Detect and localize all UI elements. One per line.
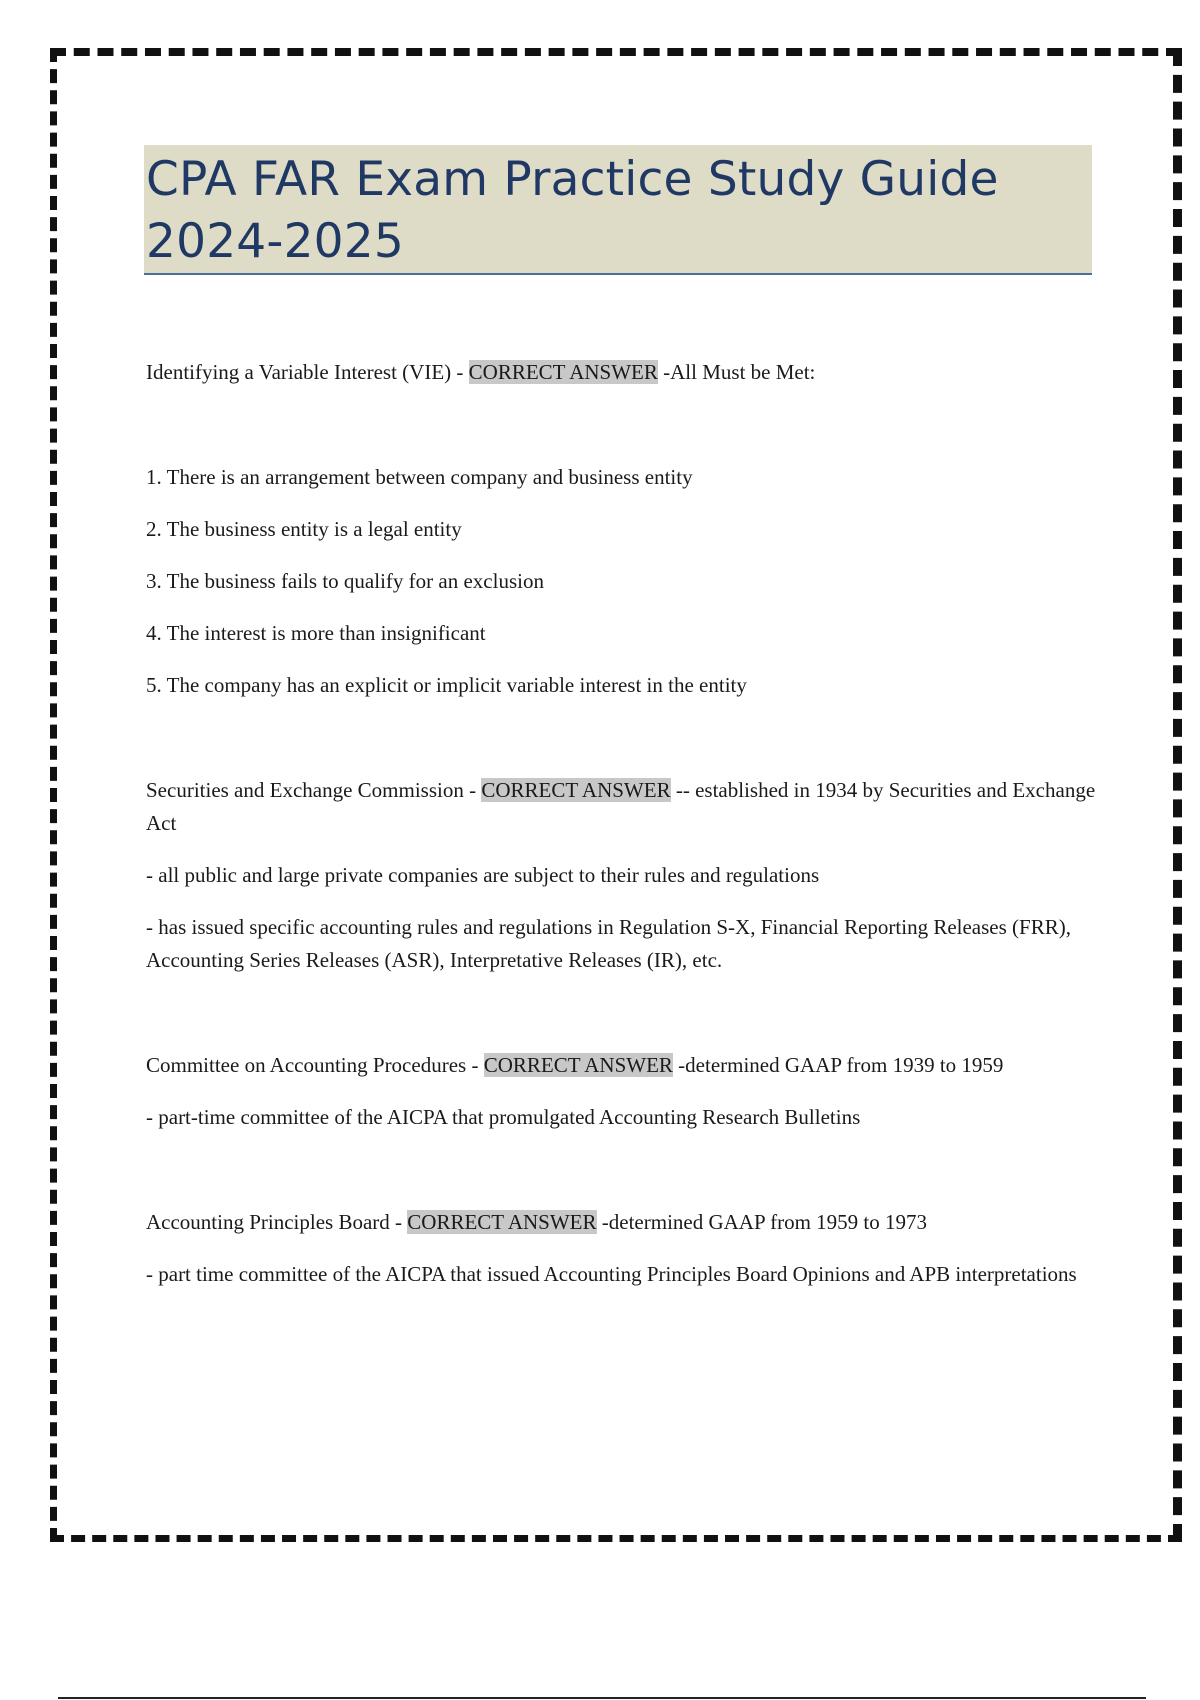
list-item: 1. There is an arrangement between company and business entity [146, 465, 693, 489]
answer-text: -determined GAAP from 1939 to 1959 [672, 1053, 1004, 1077]
answer-text: -- established in 1934 by Securities and Exchange Act [146, 778, 1096, 835]
question-apb [146, 1206, 1096, 1239]
footer-divider [58, 1697, 1146, 1699]
correct-answer-label: CORRECT ANSWER [481, 778, 671, 802]
question-term: Identifying a Variable Interest (VIE) - [146, 360, 469, 384]
answer-text: -All Must be Met: [657, 360, 816, 384]
correct-answer-label: CORRECT ANSWER [407, 1210, 597, 1234]
list-item: - has issued specific accounting rules and regulations in Regulation S-X, Financial Reporting Releases (FRR), Accounting Series Releases (ASR), Interpretative Releases (IR), etc. [146, 915, 1071, 972]
answer-text: -determined GAAP from 1959 to 1973 [596, 1210, 928, 1234]
list-item: 2. The business entity is a legal entity [146, 517, 462, 541]
correct-answer-label: CORRECT ANSWER [483, 1053, 673, 1077]
question-vie [146, 356, 1096, 389]
list-item: - part-time committee of the AICPA that promulgated Accounting Research Bulletins [146, 1105, 861, 1129]
correct-answer-label: CORRECT ANSWER [468, 360, 658, 384]
title-line-1: CPA FAR Exam Practice Study Guide [146, 152, 999, 207]
title-banner [144, 145, 1092, 275]
list-item: 3. The business fails to qualify for an exclusion [146, 569, 544, 593]
list-item: 5. The company has an explicit or implicit variable interest in the entity [146, 673, 747, 697]
question-term: Securities and Exchange Commission - [146, 778, 482, 802]
document-title [146, 145, 1092, 273]
list-item: - part time committee of the AICPA that issued Accounting Principles Board Opinions and APB interpretations [146, 1262, 1077, 1286]
title-line-2: 2024-2025 [146, 214, 404, 269]
document-body [146, 356, 1096, 1291]
question-sec [146, 774, 1096, 840]
question-term: Committee on Accounting Procedures - [146, 1053, 484, 1077]
question-cap [146, 1049, 1096, 1082]
list-item: - all public and large private companies are subject to their rules and regulations [146, 863, 820, 887]
question-term: Accounting Principles Board - [146, 1210, 408, 1234]
list-item: 4. The interest is more than insignificant [146, 621, 486, 645]
